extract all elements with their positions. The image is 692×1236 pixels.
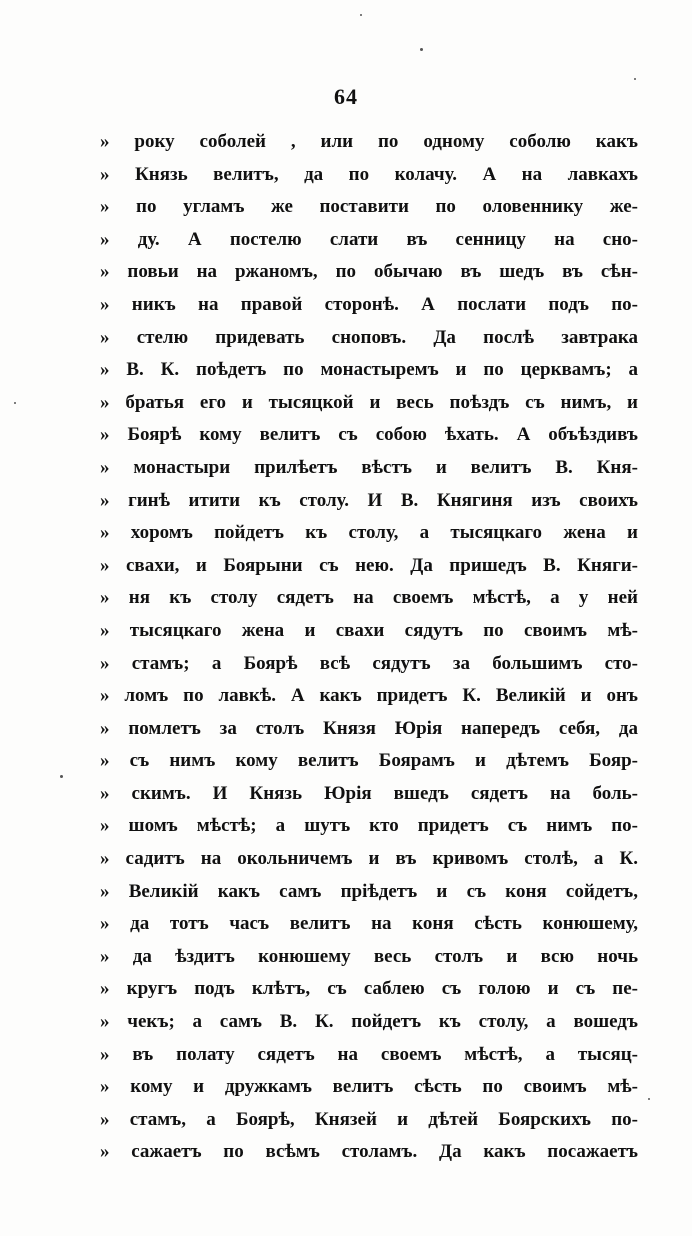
text-line: » повьи на ржаномъ, по обычаю въ шедъ въ сѣн- <box>100 261 638 283</box>
text-line: » никъ на правой сторонѣ. А послати подъ по- <box>100 293 638 315</box>
scan-speck <box>14 402 16 404</box>
text-line: » по угламъ же поставити по оловеннику же- <box>100 196 638 218</box>
scan-speck <box>634 78 636 80</box>
text-line: » да ѣздитъ конюшему весь столъ и всю ночь <box>100 945 638 967</box>
text-line: » ломъ по лавкѣ. А какъ придетъ К. Великій и онъ <box>100 685 638 707</box>
scan-speck <box>360 14 362 16</box>
text-line: » чекъ; а самъ В. К. пойдетъ къ столу, а вошедъ <box>100 1011 638 1033</box>
text-line: » Боярѣ кому велитъ съ собою ѣхать. А объѣздивъ <box>100 424 638 446</box>
text-body <box>100 126 638 1169</box>
text-line: » сажаетъ по всѣмъ столамъ. Да какъ посажаетъ <box>100 1141 638 1163</box>
text-line: » року соболей , или по одному соболю какъ <box>100 131 638 152</box>
text-line: » помлетъ за столъ Князя Юрія напередъ себя, да <box>100 717 638 739</box>
text-line: » кругъ подъ клѣтъ, съ саблею съ голою и съ пе- <box>100 978 638 1000</box>
text-line: » братья его и тысяцкой и весь поѣздъ съ нимъ, и <box>100 391 638 413</box>
text-line: » въ полату сядетъ на своемъ мѣстѣ, а тысяц- <box>100 1043 638 1065</box>
text-line: » ду. А постелю слати въ сенницу на сно- <box>100 228 638 250</box>
text-line: » монастыри прилѣетъ вѣстъ и велитъ В. Кня- <box>100 456 638 478</box>
text-line: » В. К. поѣдетъ по монастыремъ и по церквамъ; а <box>100 359 638 381</box>
text-line: » съ нимъ кому велитъ Боярамъ и дѣтемъ Бояр- <box>100 750 638 772</box>
text-line: » шомъ мѣстѣ; а шутъ кто придетъ съ нимъ по- <box>100 815 638 837</box>
text-line: » кому и дружкамъ велитъ сѣсть по своимъ мѣ- <box>100 1076 638 1098</box>
text-line: » тысяцкаго жена и свахи сядутъ по своимъ мѣ- <box>100 619 638 641</box>
page-number: 64 <box>334 84 358 109</box>
text-line: » Великій какъ самъ пріѣдетъ и съ коня сойдетъ, <box>100 880 638 902</box>
text-line: » садитъ на окольничемъ и въ кривомъ столѣ, а К. <box>100 848 638 870</box>
scan-speck <box>420 48 423 51</box>
text-line: » Князь велитъ, да по колачу. А на лавкахъ <box>100 163 638 185</box>
text-line: » гинѣ итити къ столу. И В. Княгиня изъ своихъ <box>100 489 638 511</box>
text-line: » стелю придевать сноповъ. Да послѣ завтрака <box>100 326 638 348</box>
scan-speck <box>648 1098 650 1100</box>
text-line: » стамъ, а Боярѣ, Князей и дѣтей Боярскихъ по- <box>100 1108 638 1130</box>
scan-speck <box>60 775 63 778</box>
text-line: » стамъ; а Боярѣ всѣ сядутъ за большимъ сто- <box>100 652 638 674</box>
text-line: » ня къ столу сядетъ на своемъ мѣстѣ, а у ней <box>100 587 638 609</box>
text-line: » скимъ. И Князь Юрія вшедъ сядетъ на боль- <box>100 782 638 804</box>
text-line: » да тотъ часъ велитъ на коня сѣсть конюшему, <box>100 913 638 935</box>
text-line: » хоромъ пойдетъ къ столу, а тысяцкаго жена и <box>100 522 638 544</box>
text-line: » свахи, и Боярыни съ нею. Да пришедъ В. Княги- <box>100 554 638 576</box>
